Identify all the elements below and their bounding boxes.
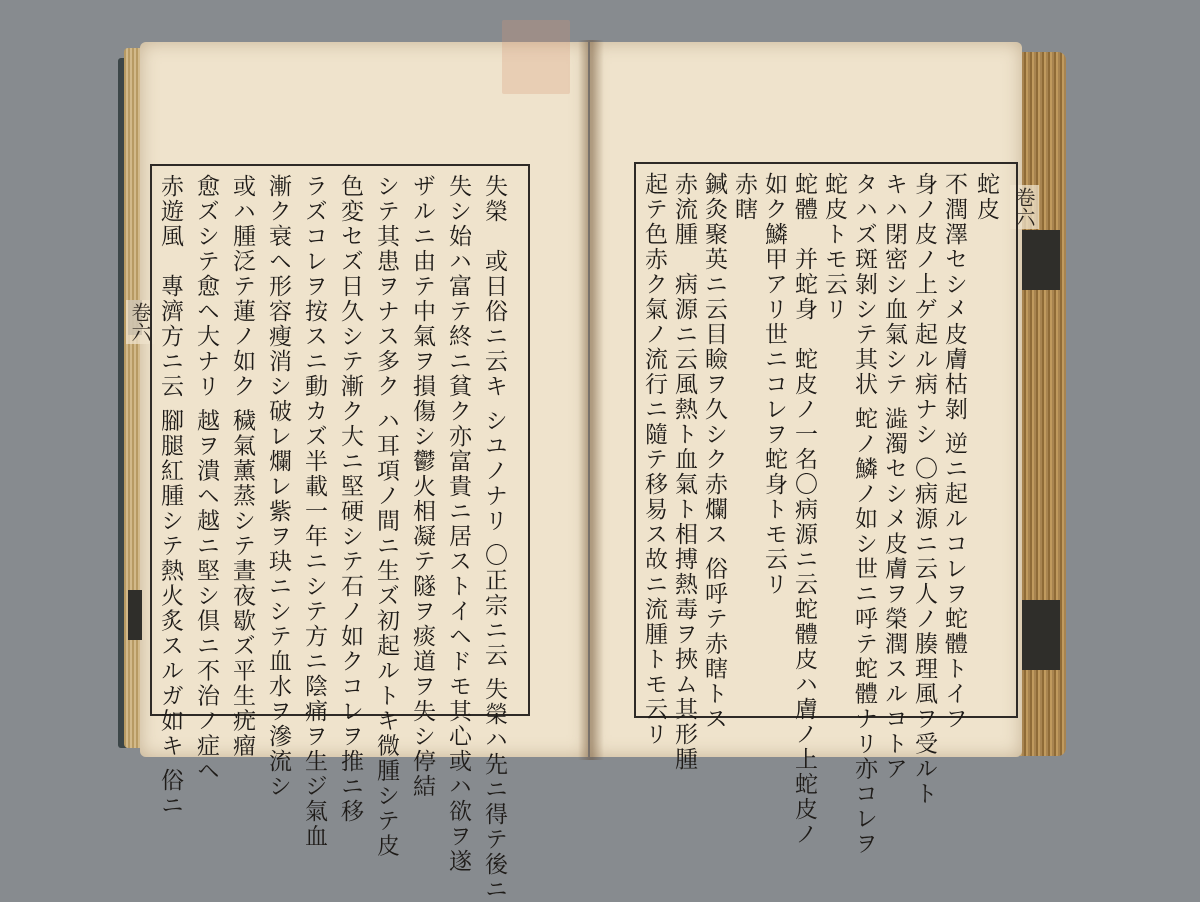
text-column: キハ閉密シ血氣シテ 澁濁セシメ皮膚ヲ榮潤スルコトア xyxy=(881,172,907,782)
text-column: 或ハ腫泛テ蓮ノ如ク 穢氣薰蒸シテ晝夜歇ズ平生疣瘤 xyxy=(229,174,255,759)
text-column: 如ク鱗甲アリ世ニコレヲ蛇身トモ云リ xyxy=(761,172,787,597)
text-column: 蛇皮トモ云リ xyxy=(821,172,847,322)
book-gutter xyxy=(578,40,604,760)
text-column: 鍼灸聚英ニ云目瞼ヲ久シク赤爛ス 俗呼テ赤瞎トス xyxy=(701,172,727,732)
text-column: 愈ズシテ愈ヘ大ナリ 越ヲ潰ヘ越ニ堅シ倶ニ不治ノ症ヘ xyxy=(193,174,219,784)
text-column: シテ其患ヲナス多ク ハ耳項ノ間ニ生ズ初起ルトキ微腫シテ皮 xyxy=(373,174,399,859)
library-stamp xyxy=(502,20,570,94)
text-column: 色変セズ日久シテ漸ク大ニ堅硬シテ石ノ如クコレヲ推ニ移 xyxy=(337,174,363,824)
text-column: 蛇體 并蛇身 蛇皮ノ一名〇病源ニ云蛇體皮ハ膚ノ上蛇皮ノ xyxy=(791,172,817,847)
text-column: 起テ色赤ク氣ノ流行ニ隨テ移易ス故ニ流腫トモ云リ xyxy=(641,172,667,747)
right-margin-label: 卷六 xyxy=(1010,185,1039,229)
text-column: ラズコレヲ按スニ動カズ半載一年ニシテ方ニ陰痛ヲ生ジ氣血 xyxy=(301,174,327,849)
text-column: 赤瞎 xyxy=(731,172,757,222)
text-column: 蛇皮 xyxy=(973,172,999,222)
text-column: 失榮 或日俗ニ云キ シユノナリ 〇正宗ニ云 失榮ハ先ニ得テ後ニ xyxy=(481,174,507,902)
right-text-frame xyxy=(634,162,1018,857)
text-column: 赤遊風 專濟方ニ云 腳腿紅腫シテ熱火炙スルガ如キ 俗ニ xyxy=(157,174,183,818)
text-column: 赤流腫 病源ニ云風熱ト血氣ト相搏熱毒ヲ挾ム其形腫 xyxy=(671,172,697,772)
text-column: 不潤澤セシメ皮膚枯剝 逆ニ起ルコレヲ蛇體トイフ xyxy=(941,172,967,732)
left-text-frame xyxy=(150,164,530,902)
text-column: ザルニ由テ中氣ヲ損傷シ鬱火相凝テ隧ヲ痰道ヲ失シ停結 xyxy=(409,174,435,799)
text-column: 身ノ皮ノ上ゲ起ル病ナシ 〇病源ニ云人ノ腠理風ヲ受ルト xyxy=(911,172,937,807)
text-column: タハズ斑剝シテ其状 蛇ノ鱗ノ如シ世ニ呼テ蛇體ナリ亦コレヲ xyxy=(851,172,877,857)
left-margin-label: 卷六 xyxy=(126,300,155,344)
text-column: 漸ク衰ヘ形容瘦消シ破レ爛レ紫ヲ玦ニシテ血水ヲ滲流シ xyxy=(265,174,291,799)
text-column: 失シ始ハ富テ終ニ貧ク亦富貴ニ居ストイヘドモ其心或ハ欲ヲ遂 xyxy=(445,174,471,874)
